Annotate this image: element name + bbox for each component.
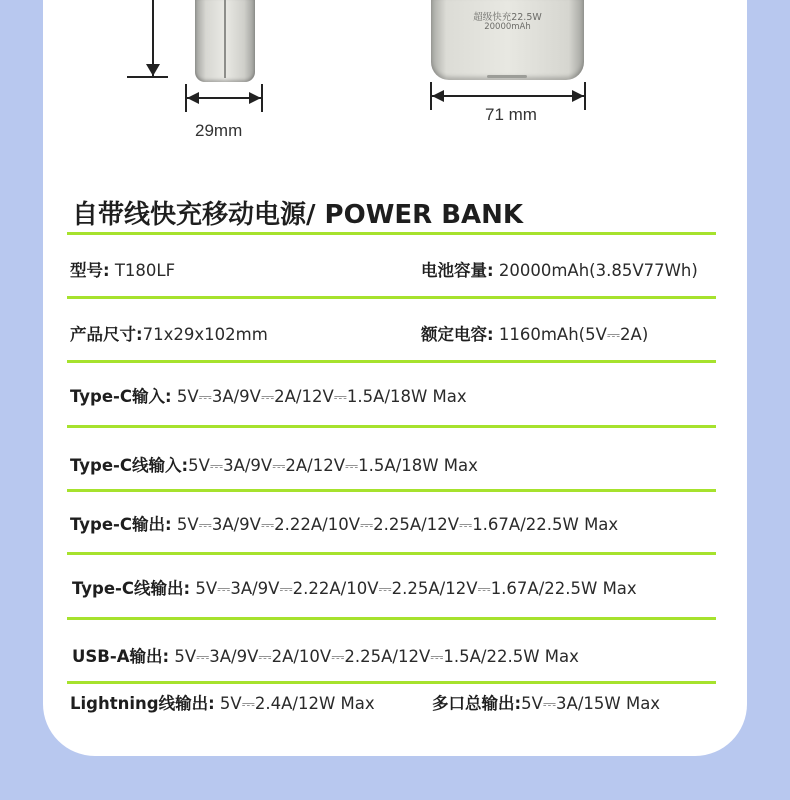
- spec-typec-output: [70, 511, 618, 535]
- width-dimension-tick-right: [584, 82, 586, 110]
- size-label: 产品尺寸:: [70, 325, 143, 344]
- arrow-right-icon: [249, 92, 261, 104]
- model-label: 型号:: [70, 261, 110, 280]
- spec-capacity: [421, 257, 698, 281]
- capacity-value: 20000mAh(3.85V77Wh): [493, 261, 698, 280]
- device-side-view: [195, 0, 255, 82]
- arrow-right-icon: [572, 90, 584, 102]
- typec-cable-input-label: Type-C线输入:: [70, 456, 189, 475]
- lightning-output-value: 5V⎓2.4A/12W Max: [214, 694, 375, 713]
- spec-multi-port-output: [432, 690, 660, 714]
- usba-output-value: 5V⎓3A/9V⎓2A/10V⎓2.25A/12V⎓1.5A/22.5W Max: [169, 647, 579, 666]
- typec-output-value: 5V⎓3A/9V⎓2.22A/10V⎓2.25A/12V⎓1.67A/22.5W Max: [171, 515, 619, 534]
- typec-input-value: 5V⎓3A/9V⎓2A/12V⎓1.5A/18W Max: [171, 387, 467, 406]
- spec-typec-cable-output: [72, 575, 637, 599]
- typec-cable-output-label: Type-C线输出:: [72, 579, 191, 598]
- rated-label: 额定电容:: [421, 325, 494, 344]
- typec-input-label: Type-C输入:: [70, 387, 172, 406]
- typec-cable-input-value: 5V⎓3A/9V⎓2A/12V⎓1.5A/18W Max: [188, 456, 478, 475]
- height-dimension-cap: [127, 76, 168, 78]
- arrow-left-icon: [432, 90, 444, 102]
- rated-value: 1160mAh(5V⎓2A): [493, 325, 649, 344]
- divider: [67, 360, 716, 363]
- device-print-line1: 超级快充22.5W: [473, 12, 542, 23]
- model-value: T180LF: [109, 261, 176, 280]
- typec-output-label: Type-C输出:: [70, 515, 172, 534]
- spec-model: [70, 257, 175, 281]
- size-value: 71x29x102mm: [142, 325, 268, 344]
- device-port: [487, 75, 527, 78]
- spec-size: [70, 321, 268, 345]
- divider: [67, 617, 716, 620]
- arrow-left-icon: [187, 92, 199, 104]
- spec-lightning-output: [70, 690, 375, 714]
- multi-output-label: 多口总输出:: [432, 694, 522, 713]
- divider: [67, 232, 716, 235]
- device-front-view: [431, 0, 584, 80]
- typec-cable-output-value: 5V⎓3A/9V⎓2.22A/10V⎓2.25A/12V⎓1.67A/22.5W Max: [190, 579, 637, 598]
- depth-label: 29mm: [195, 121, 243, 140]
- divider: [67, 296, 716, 299]
- width-dimension-bar: [432, 95, 584, 97]
- divider: [67, 425, 716, 428]
- usba-output-label: USB-A输出:: [72, 647, 170, 666]
- spec-title: 自带线快充移动电源/ POWER BANK: [72, 200, 524, 230]
- arrow-down-icon: [146, 64, 160, 76]
- multi-output-value: 5V⎓3A/15W Max: [521, 694, 661, 713]
- spec-usba-output: [72, 643, 579, 667]
- divider: [67, 489, 716, 492]
- device-print-line2: 20000mAh: [484, 22, 531, 32]
- spec-rated-capacity: [421, 321, 648, 345]
- capacity-label: 电池容量:: [421, 261, 494, 280]
- spec-typec-cable-input: [70, 452, 478, 476]
- width-label: 71 mm: [485, 105, 537, 124]
- divider: [67, 552, 716, 555]
- divider: [67, 681, 716, 684]
- lightning-output-label: Lightning线输出:: [70, 694, 215, 713]
- depth-dimension-tick-right: [261, 84, 263, 112]
- spec-typec-input: [70, 383, 467, 407]
